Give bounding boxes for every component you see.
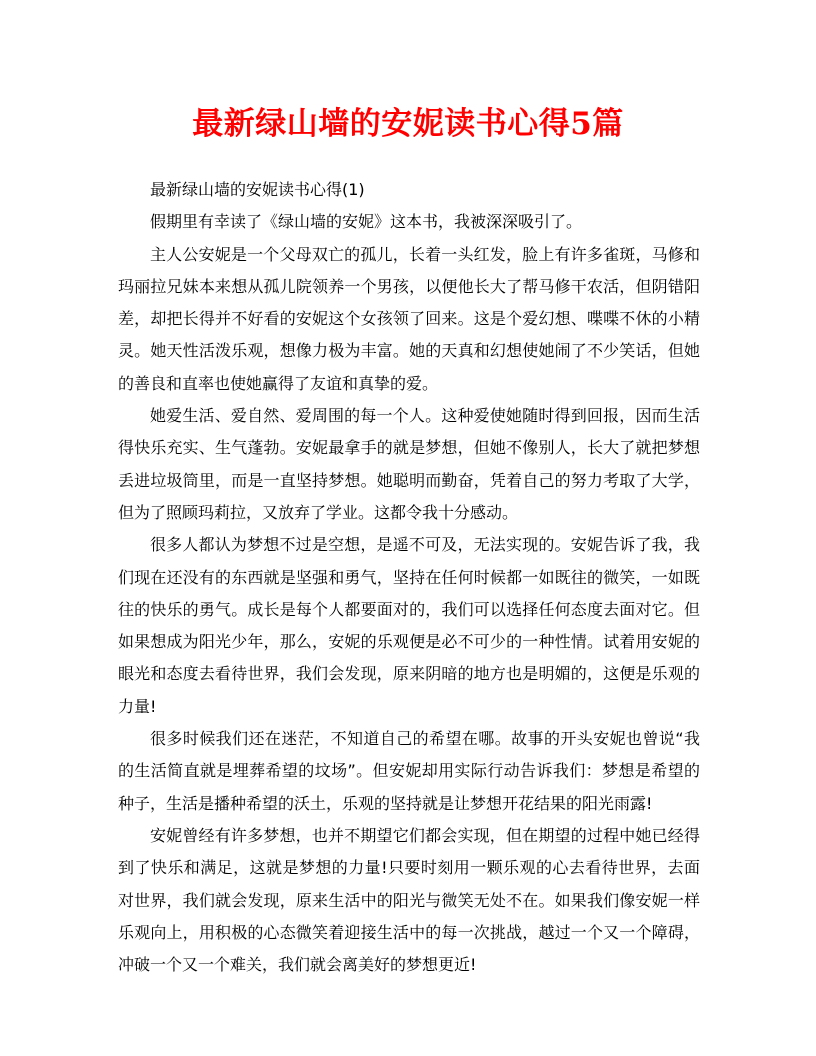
paragraph: 假期里有幸读了《绿山墙的安妮》这本书，我被深深吸引了。 <box>150 212 583 232</box>
paragraph: 很多人都认为梦想不过是空想，是遥不可及，无法实现的。安妮告诉了我，我们现在还没有的东西就是坚强和勇气，坚持在任何时候都一如既往的微笑，一如既往的快乐的勇气。成长是每个人都要面对的，我们可以选择任何态度去面对它。但如果想成为阳光少年，那么，安妮的乐观便是必不可少的一种性情。试着用安妮的眼光和态度去看待世界，我们会发现，原来阴暗的地方也是明媚的，这便是乐观的力量! <box>118 535 700 716</box>
paragraph-section-heading: 最新绿山墙的安妮读书心得(1) <box>150 180 365 199</box>
paragraph: 安妮曾经有许多梦想，也并不期望它们都会实现，但在期望的过程中她已经得到了快乐和满足，这就是梦想的力量!只要时刻用一颗乐观的心去看待世界，去面对世界，我们就会发现，原来生活中的阳光与微笑无处不在。如果我们像安妮一样乐观向上，用积极的心态微笑着迎接生活中的每一次挑战，越过一个又一个障碍，冲破一个又一个难关，我们就会离美好的梦想更近! <box>118 825 700 975</box>
paragraph: 很多时候我们还在迷茫，不知道自己的希望在哪。故事的开头安妮也曾说“我的生活简直就是埋葬希望的坟场”。但安妮却用实际行动告诉我们：梦想是希望的种子，生活是播种希望的沃土，乐观的坚持就是让梦想开花结果的阳光雨露! <box>118 729 700 813</box>
paragraph: 她爱生活、爱自然、爱周围的每一个人。这种爱使她随时得到回报，因而生活得快乐充实、生气蓬勃。安妮最拿手的就是梦想，但她不像别人，长大了就把梦想丢进垃圾筒里，而是一直坚持梦想。她聪明而勤奋，凭着自己的努力考取了大学，但为了照顾玛莉拉，又放弃了学业。这都令我十分感动。 <box>118 406 700 522</box>
paragraph: 主人公安妮是一个父母双亡的孤儿，长着一头红发，脸上有许多雀斑，马修和玛丽拉兄妹本来想从孤儿院领养一个男孩，以便他长大了帮马修干农活，但阴错阳差，却把长得并不好看的安妮这个女孩领了回来。这是个爱幻想、喋喋不休的小精灵。她天性活泼乐观，想像力极为丰富。她的天真和幻想使她闹了不少笑话，但她的善良和直率也使她赢得了友谊和真挚的爱。 <box>118 244 700 393</box>
document-title: 最新绿山墙的安妮读书心得5篇 <box>192 106 624 142</box>
document-body <box>118 174 700 981</box>
